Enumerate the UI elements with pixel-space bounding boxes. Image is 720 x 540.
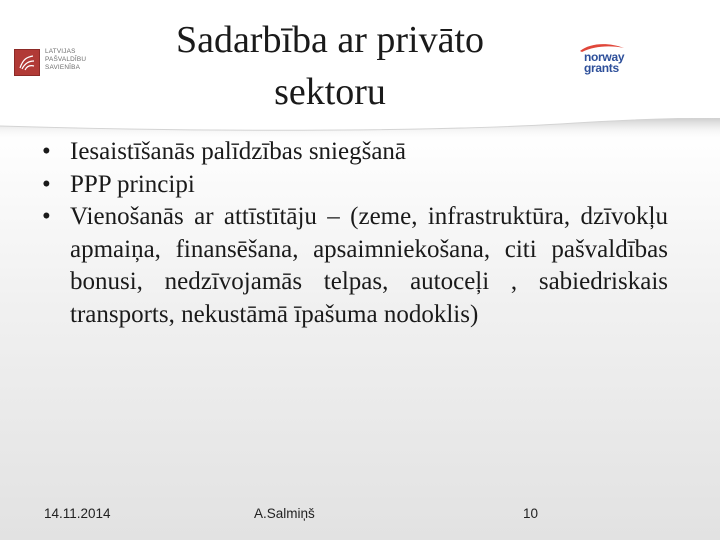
lps-emblem-icon	[14, 49, 40, 76]
bullet-list	[40, 136, 668, 331]
bullet-text: PPP principi	[70, 170, 195, 198]
lps-logo-line-1: LATVIJAS	[45, 48, 76, 55]
bullet-text: Iesaistīšanās palīdzības sniegšanā	[70, 138, 407, 165]
bullet-text: Vienošanās ar attīstītāju – (zeme, infrastruktūra, dzīvokļu apmaiņa, finansēšana, apsaimniekošana, citi pašvaldības bonusi, nedzīvojamās telpas, autoceļi , sabiedriskais transports, nekustāmā īpašuma nodoklis)	[70, 203, 668, 328]
bullet-marker: •	[42, 170, 51, 198]
bullet-marker: •	[42, 203, 51, 230]
title-line-1: Sadarbība ar privāto	[175, 19, 485, 61]
lps-logo-line-3: SAVIENĪBA	[45, 64, 81, 72]
page-title	[130, 14, 530, 118]
list-item	[40, 201, 668, 331]
footer-author: A.Salmiņš	[254, 506, 315, 521]
footer-page-number: 10	[523, 506, 539, 521]
list-item	[40, 169, 668, 202]
footer-date: 14.11.2014	[44, 506, 111, 521]
norway-grants-line-2: grants	[584, 61, 619, 75]
latvian-municipalities-association-logo	[14, 47, 104, 79]
list-item	[40, 136, 668, 169]
title-line-2: sektoru	[274, 71, 386, 113]
lps-logo-line-2: PAŠVALDĪBU	[45, 56, 87, 64]
norway-grants-line-1: norway	[584, 50, 625, 64]
norway-grants-logo	[578, 40, 638, 80]
bullet-marker: •	[42, 138, 51, 165]
